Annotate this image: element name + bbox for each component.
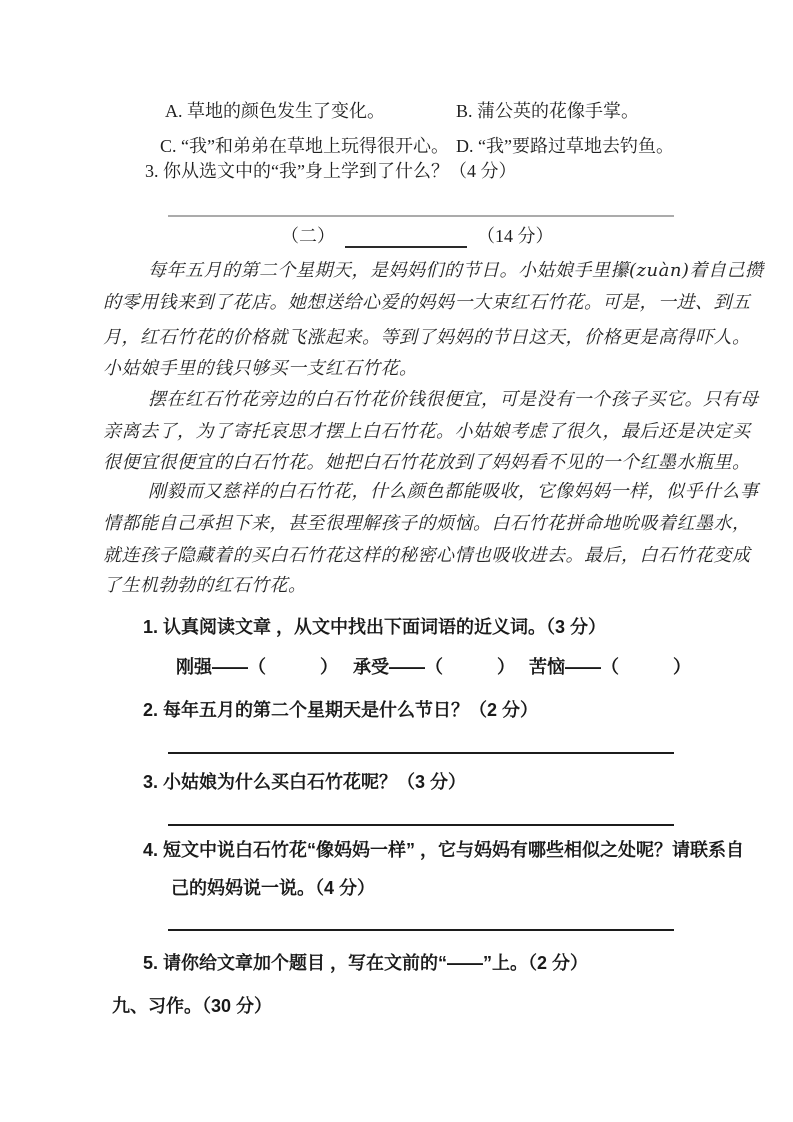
- section1-question-3: 3. 你从选文中的“我”身上学到了什么？（4 分）: [145, 161, 517, 181]
- passage-line: 就连孩子隐藏着的买白石竹花这样的秘密心情也吸收进去。最后，白石竹花变成: [103, 545, 751, 566]
- passage-line: 了生机勃勃的红石竹花。: [103, 575, 307, 596]
- title-blank-line: [345, 226, 467, 248]
- passage-line: 小姑娘手里的钱只够买一支红石竹花。: [103, 358, 418, 379]
- passage-line: 亲离去了，为了寄托哀思才摆上白石竹花。小姑娘考虑了很久，最后还是决定买: [103, 421, 751, 442]
- answer-line: [168, 752, 674, 754]
- section2-question-4-line2: 己的妈妈说一说。（4 分）: [171, 878, 376, 898]
- section2-question-1: 1. 认真阅读文章 ，从文中找出下面词语的近义词。（3 分）: [143, 617, 607, 637]
- answer-line: [168, 215, 674, 217]
- choice-option-c: C. “我”和弟弟在草地上玩得很开心。: [160, 136, 449, 156]
- choice-option-b: B. 蒲公英的花像手掌。: [456, 101, 640, 121]
- section2-heading-score: （14 分）: [477, 226, 554, 246]
- section2-heading: [281, 224, 554, 248]
- passage-line: 很便宜很便宜的白石竹花。她把白石竹花放到了妈妈看不见的一个红墨水瓶里。: [103, 452, 751, 473]
- answer-line: [168, 824, 674, 826]
- synonym-item-kunao: 苦恼——（ ）: [529, 657, 691, 677]
- passage-line: 摆在红石竹花旁边的白石竹花价钱很便宜，可是没有一个孩子买它。只有母: [148, 389, 759, 410]
- passage-line: 的零用钱来到了花店。她想送给心爱的妈妈一大束红石竹花。可是，一进、到五: [103, 292, 751, 313]
- section2-question-2: 2. 每年五月的第二个星期天是什么节日？（2 分）: [143, 700, 539, 720]
- section2-question-5: 5. 请你给文章加个题目 ，写在文前的“——”上。（2 分）: [143, 953, 589, 973]
- section9-title: 九、习作。（30 分）: [112, 996, 273, 1016]
- passage-line: 情都能自己承担下来，甚至很理解孩子的烦恼。白石竹花拼命地吮吸着红墨水，: [103, 513, 751, 534]
- section2-heading-number: （二）: [281, 226, 335, 246]
- answer-line: [168, 929, 674, 931]
- synonym-item-chengshou: 承受——（ ）: [353, 657, 515, 677]
- choice-option-d: D. “我”要路过草地去钓鱼。: [456, 136, 674, 156]
- section2-question-3: 3. 小姑娘为什么买白石竹花呢？（3 分）: [143, 772, 467, 792]
- passage-line: 月，红石竹花的价格就飞涨起来。等到了妈妈的节日这天，价格更是高得吓人。: [103, 327, 751, 348]
- passage-line: 刚毅而又慈祥的白石竹花，什么颜色都能吸收，它像妈妈一样，似乎什么事: [148, 481, 759, 502]
- synonym-item-gangqiang: 刚强——（ ）: [176, 657, 338, 677]
- section2-question-4-line1: 4. 短文中说白石竹花“像妈妈一样” ，它与妈妈有哪些相似之处呢？请联系自: [143, 840, 745, 860]
- passage-line: 每年五月的第二个星期天，是妈妈们的节日。小姑娘手里攥(zuàn)着自己攒: [148, 260, 764, 281]
- choice-option-a: A. 草地的颜色发生了变化。: [165, 101, 385, 121]
